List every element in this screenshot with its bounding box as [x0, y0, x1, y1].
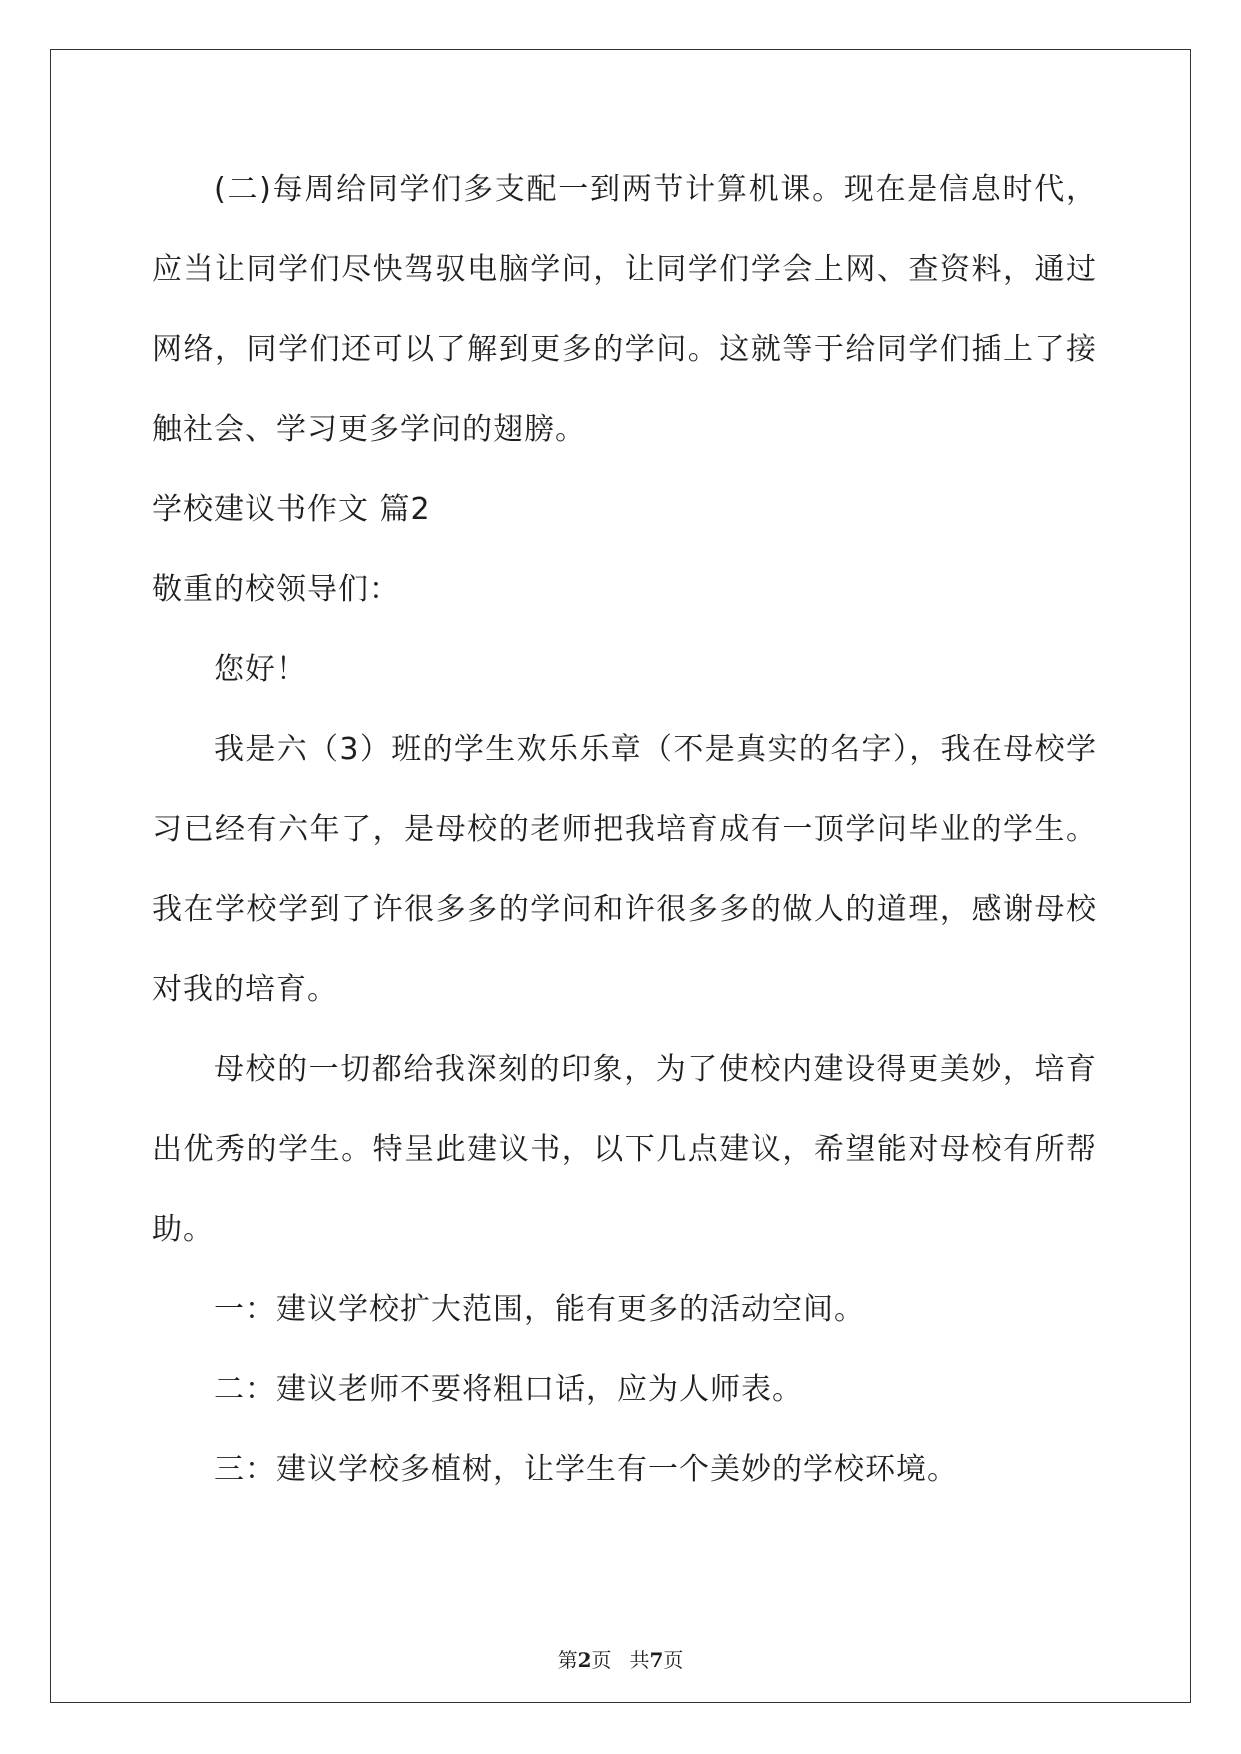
paragraph-line: 我在学校学到了许很多多的学问和许很多多的做人的道理，感谢母校 — [152, 892, 1097, 927]
paragraph-line: 应当让同学们尽快驾驭电脑学问，让同学们学会上网、查资料，通过 — [152, 252, 1097, 287]
suggestion-item: 三：建议学校多植树，让学生有一个美妙的学校环境。 — [214, 1452, 958, 1487]
page-mid: 页 — [591, 1648, 612, 1672]
page-footer — [0, 1648, 1241, 1672]
paragraph-line: 网络，同学们还可以了解到更多的学问。这就等于给同学们插上了接 — [152, 332, 1097, 367]
total-suffix: 页 — [663, 1648, 684, 1672]
suggestion-item: 一：建议学校扩大范围，能有更多的活动空间。 — [214, 1292, 865, 1327]
salutation: 敬重的校领导们： — [152, 572, 400, 607]
suggestion-item: 二：建议老师不要将粗口话，应为人师表。 — [214, 1372, 803, 1407]
section-heading: 学校建议书作文 篇2 — [152, 492, 431, 527]
paragraph-line: 我是六（3）班的学生欢乐乐章（不是真实的名字），我在母校学 — [214, 732, 1097, 767]
paragraph-line: 出优秀的学生。特呈此建议书，以下几点建议，希望能对母校有所帮 — [152, 1132, 1097, 1167]
paragraph-line: (二)每周给同学们多支配一到两节计算机课。现在是信息时代， — [214, 172, 1097, 207]
paragraph-line: 母校的一切都给我深刻的印象，为了使校内建设得更美妙，培育 — [214, 1052, 1097, 1087]
page-prefix: 第 — [557, 1648, 578, 1672]
paragraph-line: 习已经有六年了，是母校的老师把我培育成有一顶学问毕业的学生。 — [152, 812, 1097, 847]
greeting: 您好！ — [214, 652, 307, 687]
page-total: 7 — [649, 1648, 664, 1672]
page-current: 2 — [577, 1648, 592, 1672]
total-prefix: 共 — [629, 1648, 650, 1672]
paragraph-line: 对我的培育。 — [152, 972, 338, 1007]
paragraph-line: 触社会、学习更多学问的翅膀。 — [152, 412, 586, 447]
paragraph-line: 助。 — [152, 1212, 214, 1247]
